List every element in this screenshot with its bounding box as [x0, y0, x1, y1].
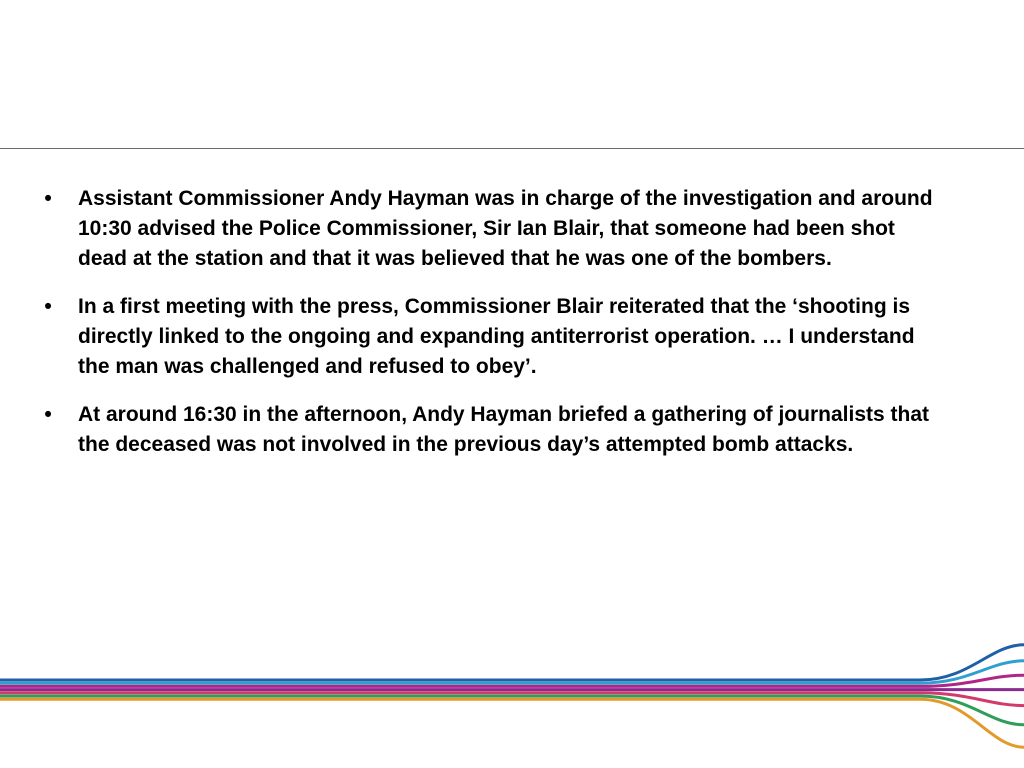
footer-stripe [0, 699, 1024, 747]
bullet-icon: • [44, 187, 52, 210]
footer-stripes-decoration [0, 640, 1024, 768]
bullet-item [38, 400, 938, 460]
bullet-icon: • [44, 295, 52, 318]
header-divider [0, 148, 1024, 149]
bullet-text: At around 16:30 in the afternoon, Andy Hayman briefed a gathering of journalists that the deceased was not involved in the previous day’s attempted bomb attacks. [78, 403, 929, 456]
bullet-list [38, 184, 938, 478]
bullet-item [38, 184, 938, 274]
bullet-icon: • [44, 403, 52, 426]
footer-stripe [0, 645, 1024, 680]
bullet-text: Assistant Commissioner Andy Hayman was in charge of the investigation and around 10:30 advised the Police Commissioner, Sir Ian Blair, that someone had been shot dead at the station and that it was believed that he was one of the bombers. [78, 187, 933, 270]
bullet-item [38, 292, 938, 382]
bullet-text: In a first meeting with the press, Commissioner Blair reiterated that the ‘shooting is directly linked to the ongoing and expanding antiterrorist operation. … I understand the man was challenged and refused to obey’. [78, 295, 915, 378]
